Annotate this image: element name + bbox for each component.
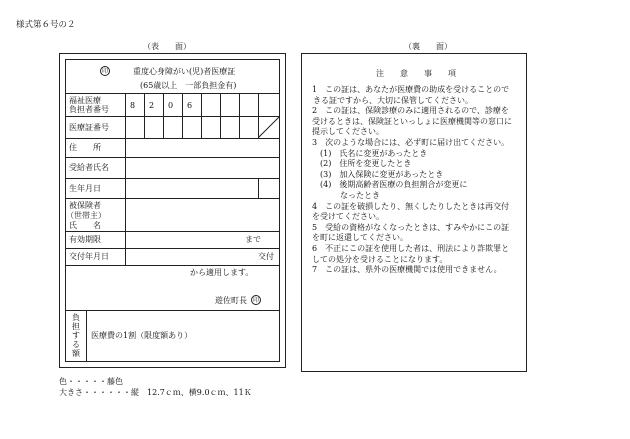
- address-label: 住 所: [69, 143, 101, 152]
- insured-label-1: 被保険者: [69, 201, 101, 210]
- form-number: 様式第６号の２: [16, 20, 76, 30]
- stamp-mark: 印: [101, 68, 108, 75]
- note-line: きる証ですから、大切に保管してください。: [313, 95, 473, 105]
- issued-suffix: 交付: [258, 252, 274, 261]
- payer-digit: 6: [187, 101, 193, 110]
- note-line: を町に返還してください。: [312, 233, 408, 243]
- issuer-seal: 印: [252, 297, 259, 304]
- burden-label-char: る: [72, 340, 80, 349]
- payer-digit: 0: [168, 101, 174, 110]
- note-line: 7 この証は、県外の医療機関では使用できません。: [312, 265, 502, 275]
- payer-digit: 2: [149, 101, 155, 110]
- note-line: 2 この証は、保険診療のみに適用されるので、診療を: [312, 106, 509, 116]
- note-line: (1) 氏名に変更があったとき: [320, 148, 428, 158]
- card-subtitle: (65歳以上 一部負担金有): [140, 81, 237, 90]
- payer-label-2: 負担者番号: [69, 105, 109, 114]
- note-line: (2) 住所を変更したとき: [320, 159, 412, 169]
- note-line: 6 不正にこの証を使用した者は、刑法により詐欺罪と: [312, 243, 510, 253]
- applied-text: から適用します。: [190, 268, 254, 277]
- payer-label-1: 福祉医療: [69, 96, 101, 105]
- footer-color: 色・・・・・藤色: [59, 377, 123, 386]
- issued-date-label: 交付年月日: [69, 252, 109, 261]
- validity-label: 有効期限: [69, 235, 101, 244]
- insured-label-3: 氏 名: [69, 221, 101, 230]
- payer-digit: 8: [130, 101, 136, 110]
- note-line: (3) 加入保険に変更があったとき: [320, 169, 444, 179]
- insured-label-2: （世帯主）: [66, 211, 106, 220]
- issuer-name: 遊佐町長: [215, 296, 247, 305]
- validity-suffix: まで: [245, 235, 261, 244]
- cert-number-label: 医療証番号: [69, 123, 109, 132]
- burden-amount-text: 医療費の1割（限度額あり）: [91, 331, 193, 340]
- note-line: なったとき: [340, 190, 380, 200]
- note-line: 1 この証は、あなたが医療費の助成を受けることので: [312, 85, 510, 94]
- card-title: 重度心身障がい(児)者医療証: [133, 67, 236, 76]
- notes-heading: 注 意 事 項: [376, 69, 456, 78]
- note-line: 受けるときは、保険証といっしょに医療機関等の窓口に: [312, 116, 512, 126]
- cert-number-void-mark: [258, 116, 280, 138]
- note-line: を受けてください。: [312, 212, 384, 222]
- note-line: 提示してください。: [312, 127, 384, 137]
- note-line: 4 この証を破損したり、無くしたりしたときは再交付: [312, 201, 510, 211]
- burden-label-char: 額: [72, 349, 80, 358]
- notes-list: [312, 85, 512, 276]
- burden-label-char: 負: [72, 313, 80, 322]
- note-line: しての処分を受けることになります。: [312, 254, 448, 264]
- note-line: (4) 後期高齢者医療の負担割合が変更に: [320, 180, 468, 190]
- burden-label-char: す: [72, 331, 80, 340]
- footer-size: 大きさ・・・・・・縦 12.7ｃｍ、横9.0ｃｍ、11Ｋ: [59, 388, 252, 397]
- burden-label-char: 担: [72, 322, 80, 331]
- front-caption: （表 面）: [143, 42, 191, 51]
- recipient-name-label: 受給者氏名: [69, 163, 109, 172]
- note-line: 5 受給の資格がなくなったときは、すみやかにこの証: [312, 222, 510, 232]
- back-caption: （裏 面）: [404, 42, 452, 51]
- birth-date-label: 生年月日: [69, 184, 101, 193]
- note-line: 3 次のような場合には、必ず町に届け出てください。: [312, 137, 510, 147]
